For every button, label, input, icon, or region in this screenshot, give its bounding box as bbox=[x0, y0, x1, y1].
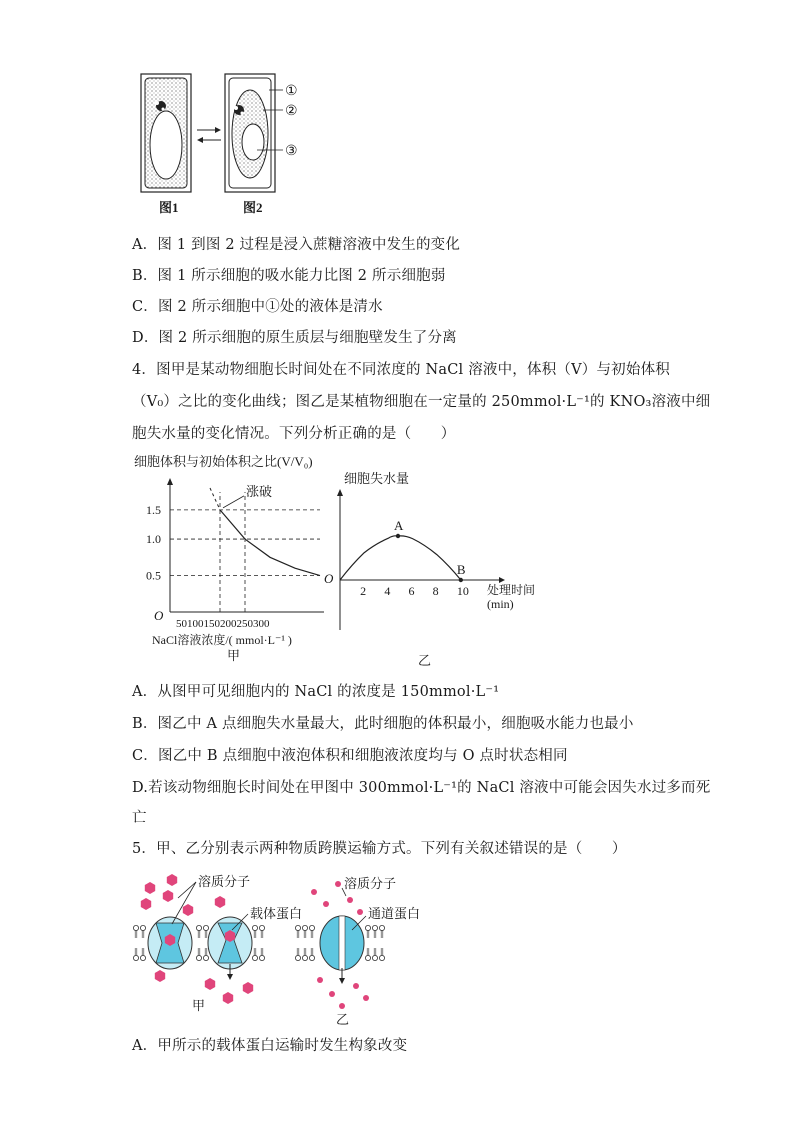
cell-1 bbox=[141, 74, 191, 192]
chart-yi-label-a: A bbox=[394, 518, 404, 533]
chart-yi-point-b bbox=[459, 578, 463, 582]
marker-1: ① bbox=[285, 84, 298, 99]
chart-yi-curve bbox=[340, 536, 461, 580]
chart-jia-curve bbox=[220, 510, 320, 576]
chart-jia-ytick-0.5: 0.5 bbox=[146, 568, 161, 583]
chart-jia-xlabel: NaCl溶液浓度/( mmol·L⁻¹ ) bbox=[152, 633, 292, 647]
chart-jia-xtick-labels: 50100150200250300 bbox=[176, 618, 270, 630]
chart-yi-ylabel: 细胞失水量 bbox=[344, 471, 410, 486]
q4-option-d: D.若该动物细胞长时间处在甲图中 300mmol·L⁻¹的 NaCl 溶液中可能会因失水过多而死 bbox=[132, 780, 711, 796]
chart-yi-origin: O bbox=[324, 571, 334, 586]
carrier-protein-1 bbox=[148, 917, 192, 969]
chart-yi-xtick-8: 8 bbox=[432, 584, 439, 598]
channel-label: 通道蛋白 bbox=[368, 906, 421, 921]
chart-jia-annotation: 涨破 bbox=[246, 483, 273, 499]
chart-yi-xtick-6: 6 bbox=[408, 584, 415, 598]
chart-jia-ytick-1.5: 1.5 bbox=[146, 502, 161, 517]
left-caption: 甲 bbox=[192, 998, 206, 1013]
solute-label-left: 溶质分子 bbox=[198, 874, 251, 889]
fig-label-1: 图1 bbox=[159, 200, 179, 215]
nucleus-2 bbox=[234, 105, 244, 115]
chart-yi-y-arrow bbox=[337, 489, 343, 496]
right-caption: 乙 bbox=[336, 1012, 350, 1027]
q4-stem-line3: 胞失水量的变化情况。下列分析正确的是（ ） bbox=[132, 426, 456, 442]
q5-stem: 5．甲、乙分别表示两种物质跨膜运输方式。下列有关叙述错误的是（ ） bbox=[132, 841, 627, 857]
q3-option-b: B．图 1 所示细胞的吸水能力比图 2 所示细胞弱 bbox=[132, 268, 446, 284]
q3-option-a: A．图 1 到图 2 过程是浸入蔗糖溶液中发生的变化 bbox=[132, 237, 461, 253]
q4-stem-line2: （V₀）之比的变化曲线；图乙是某植物细胞在一定量的 250mmol·L⁻¹的 KNO₃溶液中细 bbox=[132, 394, 711, 410]
q4-option-a: A．从图甲可见细胞内的 NaCl 的浓度是 150mmol·L⁻¹ bbox=[132, 684, 500, 700]
chart-jia-caption: 甲 bbox=[227, 648, 241, 663]
q4-option-b: B．图乙中 A 点细胞失水量最大，此时细胞的体积最小，细胞吸水能力也最小 bbox=[132, 716, 634, 732]
chart-yi-xtick-2: 2 bbox=[360, 584, 367, 598]
q4-option-d-cont: 亡 bbox=[132, 810, 147, 826]
transport-figure bbox=[130, 868, 440, 1028]
carrier-label: 载体蛋白 bbox=[250, 906, 303, 921]
chart-yi-caption: 乙 bbox=[418, 653, 432, 668]
chart-jia-annotation-pointer bbox=[223, 496, 244, 508]
marker-2: ② bbox=[285, 104, 298, 119]
chart-jia-curve-dashed bbox=[210, 488, 220, 510]
chart-yi-label-b: B bbox=[456, 562, 466, 577]
plant-cell-figure bbox=[135, 70, 310, 220]
fig-label-2: 图2 bbox=[243, 200, 263, 215]
chart-yi bbox=[320, 465, 540, 670]
reversible-arrows bbox=[197, 127, 221, 143]
q4-option-c: C．图乙中 B 点细胞中液泡体积和细胞液浓度均与 O 点时状态相同 bbox=[132, 748, 568, 764]
marker-3: ③ bbox=[285, 144, 298, 159]
solute-label-right: 溶质分子 bbox=[344, 876, 397, 891]
chart-yi-xlabel-2: (min) bbox=[487, 597, 514, 611]
chart-yi-point-a bbox=[396, 534, 400, 538]
q3-option-c: C．图 2 所示细胞中①处的液体是清水 bbox=[132, 299, 383, 315]
chart-yi-xtick-4: 4 bbox=[384, 584, 391, 598]
cell-2 bbox=[225, 74, 283, 192]
q5-option-a: A．甲所示的载体蛋白运输时发生构象改变 bbox=[132, 1038, 408, 1054]
chart-jia-ytick-1.0: 1.0 bbox=[146, 532, 161, 547]
chart-jia bbox=[130, 450, 325, 670]
chart-yi-xlabel-1: 处理时间 bbox=[487, 583, 536, 597]
chart-jia-y-arrow bbox=[167, 478, 173, 485]
chart-yi-xtick-10: 10 bbox=[456, 584, 469, 598]
q3-option-d: D．图 2 所示细胞的原生质层与细胞壁发生了分离 bbox=[132, 330, 457, 346]
chart-jia-ylabel: 细胞体积与初始体积之比(V/V₀) bbox=[134, 454, 313, 469]
carrier-protein-2 bbox=[208, 917, 252, 969]
q4-stem-line1: 4．图甲是某动物细胞长时间处在不同浓度的 NaCl 溶液中，体积（V）与初始体积 bbox=[132, 362, 670, 378]
chart-jia-origin: O bbox=[154, 608, 164, 623]
